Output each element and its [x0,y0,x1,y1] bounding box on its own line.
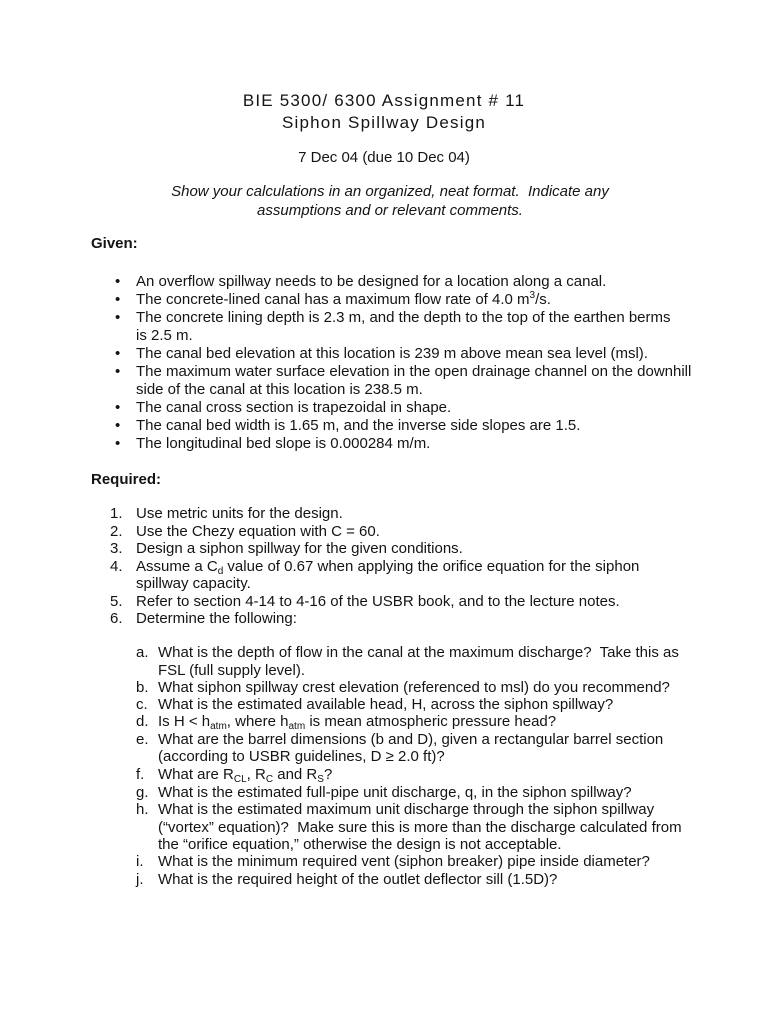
given-item-text: The canal cross section is trapezoidal in shape. [136,399,452,416]
letter-marker: d. [136,713,149,730]
letter-marker: j. [136,871,144,888]
given-item-text: The canal bed width is 1.65 m, and the inverse side slopes are 1.5. [136,417,581,434]
given-item-text [136,291,551,309]
text-segment: Assume a C [136,558,218,575]
subscript: CL [233,774,247,785]
number-marker: 1. [110,505,123,522]
bullet-marker: • [115,399,121,416]
superscript: 3 [529,290,536,301]
bullet-marker: • [115,363,121,380]
given-item-text: is 2.5 m. [136,327,193,344]
required-item-text: Use metric units for the design. [136,505,343,522]
text-segment: ? [323,766,333,783]
question-text: (“vortex” equation)? Make sure this is more than the discharge calculated from [158,819,682,836]
bullet-marker: • [115,435,121,452]
question-text: (according to USBR guidelines, D ≥ 2.0 ft)? [158,748,445,765]
subscript: d [217,566,224,577]
assignment-title: BIE 5300/ 6300 Assignment # 11 [242,91,526,110]
instructions-line: assumptions and or relevant comments. [257,202,523,219]
question-text: What is the estimated available head, H, across the siphon spillway? [158,696,614,713]
bullet-marker: • [115,345,121,362]
text-segment: and R [273,766,318,783]
letter-marker: g. [136,784,149,801]
required-item-text: Use the Chezy equation with C = 60. [136,523,380,540]
given-item-text: The maximum water surface elevation in the open drainage channel on the downhill [136,363,692,380]
required-item-text [136,558,639,576]
required-item-text: Design a siphon spillway for the given conditions. [136,540,463,557]
given-heading: Given: [91,235,138,252]
given-item-text: An overflow spillway needs to be designed for a location along a canal. [136,273,607,290]
question-text: What is the estimated full-pipe unit discharge, q, in the siphon spillway? [158,784,632,801]
letter-marker: a. [136,644,149,661]
required-item-text: spillway capacity. [136,575,251,592]
number-marker: 5. [110,593,123,610]
number-marker: 3. [110,540,123,557]
text-segment: is mean atmospheric pressure head? [305,713,557,730]
given-item-text: The canal bed elevation at this location is 239 m above mean sea level (msl). [136,345,648,362]
text-segment: /s. [535,291,551,308]
required-item-text: Refer to section 4-14 to 4-16 of the USBR book, and to the lecture notes. [136,593,620,610]
text-segment: What are R [158,766,234,783]
letter-marker: e. [136,731,149,748]
subscript: C [265,774,274,785]
subscript: S [317,774,324,785]
question-text: What is the estimated maximum unit discharge through the siphon spillway [158,801,655,818]
bullet-marker: • [115,417,121,434]
question-text: What are the barrel dimensions (b and D), given a rectangular barrel section [158,731,664,748]
number-marker: 6. [110,610,123,627]
question-text: the “orifice equation,” otherwise the design is not acceptable. [158,836,562,853]
question-text [158,713,556,731]
number-marker: 4. [110,558,123,575]
required-heading: Required: [91,471,162,488]
question-text: What is the required height of the outlet deflector sill (1.5D)? [158,871,558,888]
subscript: atm [210,721,227,732]
bullet-marker: • [115,291,121,308]
question-text: What is the depth of flow in the canal at the maximum discharge? Take this as [158,644,679,661]
bullet-marker: • [115,309,121,326]
text-segment: value of 0.67 when applying the orifice equation for the siphon [223,558,640,575]
question-text: What siphon spillway crest elevation (referenced to msl) do you recommend? [158,679,670,696]
question-text: What is the minimum required vent (siphon breaker) pipe inside diameter? [158,853,650,870]
assignment-subtitle: Siphon Spillway Design [281,113,487,132]
text-segment: Is H < h [158,713,211,730]
given-item-text: The longitudinal bed slope is 0.000284 m/m. [136,435,431,452]
letter-marker: f. [136,766,145,783]
assignment-date: 7 Dec 04 (due 10 Dec 04) [298,149,470,166]
question-text: FSL (full supply level). [158,662,305,679]
letter-marker: b. [136,679,149,696]
given-item-text: The concrete lining depth is 2.3 m, and the depth to the top of the earthen berms [136,309,671,326]
subscript: atm [288,721,306,732]
question-text [158,766,332,784]
letter-marker: i. [136,853,144,870]
letter-marker: h. [136,801,149,818]
given-item-text: side of the canal at this location is 238.5 m. [136,381,423,398]
required-item-text: Determine the following: [136,610,297,627]
letter-marker: c. [136,696,148,713]
number-marker: 2. [110,523,123,540]
text-segment: The concrete-lined canal has a maximum flow rate of 4.0 m [136,291,530,308]
bullet-marker: • [115,273,121,290]
text-segment: , where h [226,713,289,730]
instructions-line: Show your calculations in an organized, neat format. Indicate any [171,183,609,200]
text-segment: , R [246,766,266,783]
